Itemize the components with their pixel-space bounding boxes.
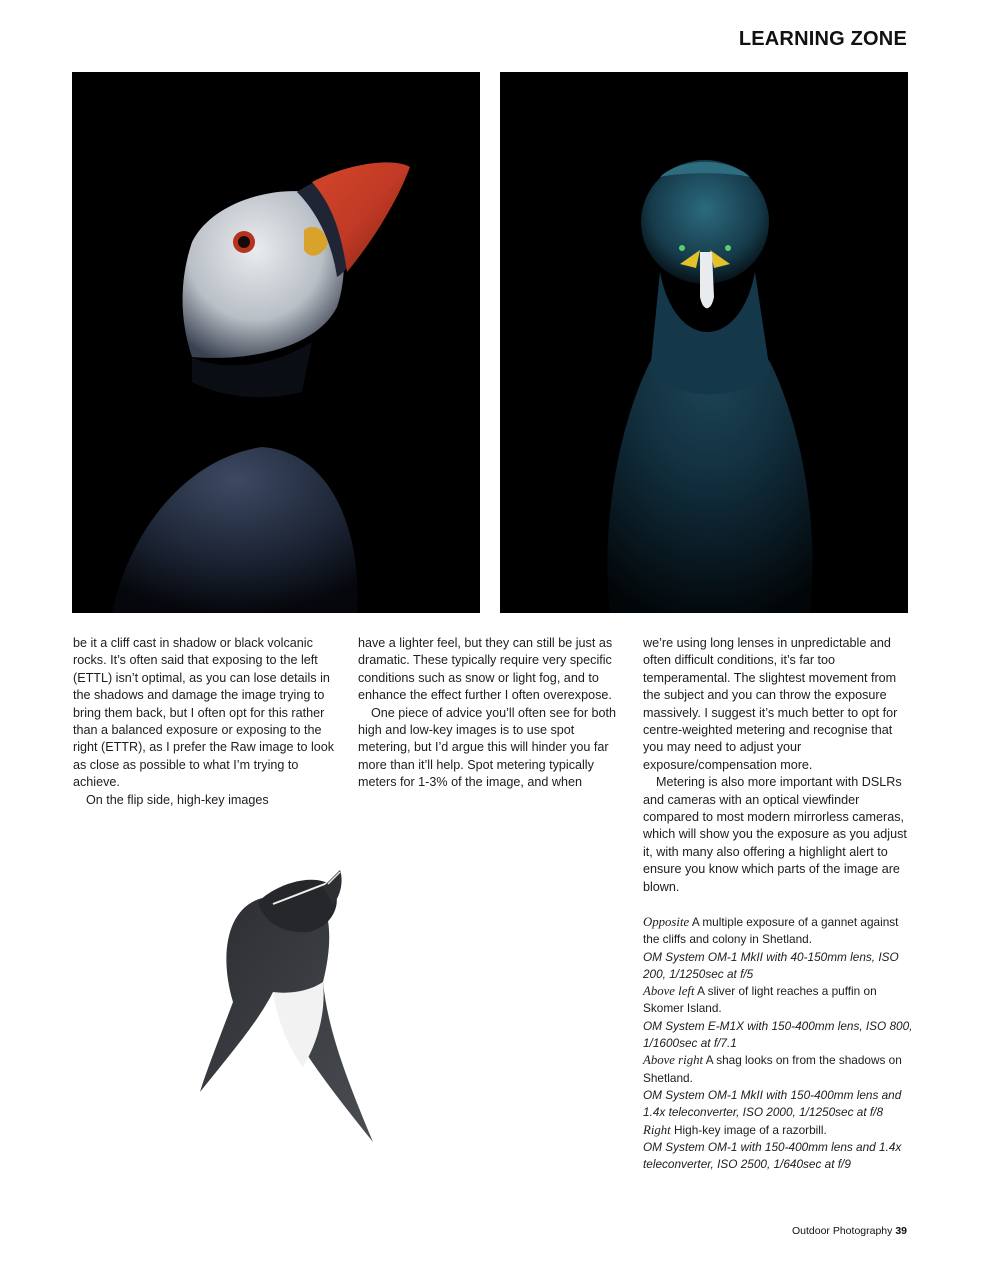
caption-text: A sliver of light reaches a puffin on Skomer Island. (643, 984, 877, 1016)
caption-above-left (643, 983, 913, 1052)
caption-text: A shag looks on from the shadows on Shetland. (643, 1053, 902, 1085)
caption-label: Above left (643, 984, 695, 999)
section-header: LEARNING ZONE (738, 28, 907, 50)
caption-text: High-key image of a razorbill. (674, 1122, 827, 1137)
text-column-1 (73, 635, 345, 809)
razorbill-photo (158, 842, 408, 1192)
text-column-2 (358, 635, 630, 792)
caption-tech: OM System E-M1X with 150-400mm lens, ISO 800, 1/1600sec at f/7.1 (643, 1018, 913, 1051)
puffin-photo (72, 72, 480, 613)
body-paragraph: Metering is also more important with DSLRs and cameras with an optical viewfinder compared to most modern mirrorless cameras, which will show you the exposure as you adjust it, with many also offering a highlight alert to ensure you know which parts of the image are blown. (643, 775, 907, 894)
body-paragraph: On the flip side, high-key images (86, 792, 269, 807)
caption-label: Above right (643, 1053, 704, 1068)
page-footer (792, 1225, 907, 1237)
body-paragraph: One piece of advice you’ll often see for both high and low-key images is to use spot metering, but I’d argue this will hinder you far more than it’ll help. Spot metering typically meters for 1-3% of the image, and when (358, 705, 617, 790)
text-column-3 (643, 635, 915, 896)
caption-label: Right (643, 1122, 671, 1137)
page-number: 39 (895, 1225, 907, 1237)
body-paragraph: be it a cliff cast in shadow or black volcanic rocks. It’s often said that exposing to the left (ETTL) isn’t optimal, as you can lose details in the shadows and damage the image trying to bring them back, but I often opt for this rather than a balanced exposure or exposing to the right (ETTR), as I prefer the Raw image to look as close as possible to what I’m trying to achieve. (73, 636, 335, 790)
shag-photo (500, 72, 908, 613)
photo-captions (643, 914, 913, 1173)
caption-opposite (643, 914, 913, 983)
magazine-name: Outdoor Photography (791, 1225, 893, 1237)
caption-label: Opposite (643, 915, 690, 929)
body-paragraph: we’re using long lenses in unpredictable and often difficult conditions, it’s far too temperamental. The slightest movement from the subject and you can throw the exposure massively. I suggest it’s much better to opt for centre-weighted metering and recognise that you may need to adjust your exposure/compensation more. (643, 636, 898, 772)
caption-tech: OM System OM-1 MkII with 150-400mm lens and 1.4x teleconverter, ISO 2000, 1/1250sec at f/8 (643, 1087, 902, 1120)
body-paragraph: have a lighter feel, but they can still be just as dramatic. These typically require very specific conditions such as snow or light fog, and to enhance the effect further I often overexpose. (358, 636, 613, 703)
caption-right (643, 1122, 913, 1174)
caption-above-right (643, 1052, 913, 1121)
caption-tech: OM System OM-1 MkII with 40-150mm lens, ISO 200, 1/1250sec at f/5 (643, 949, 899, 981)
caption-text: A multiple exposure of a gannet against the cliffs and colony in Shetland. (643, 915, 899, 947)
caption-tech: OM System OM-1 with 150-400mm lens and 1.4x teleconverter, ISO 2500, 1/640sec at f/9 (643, 1139, 902, 1172)
